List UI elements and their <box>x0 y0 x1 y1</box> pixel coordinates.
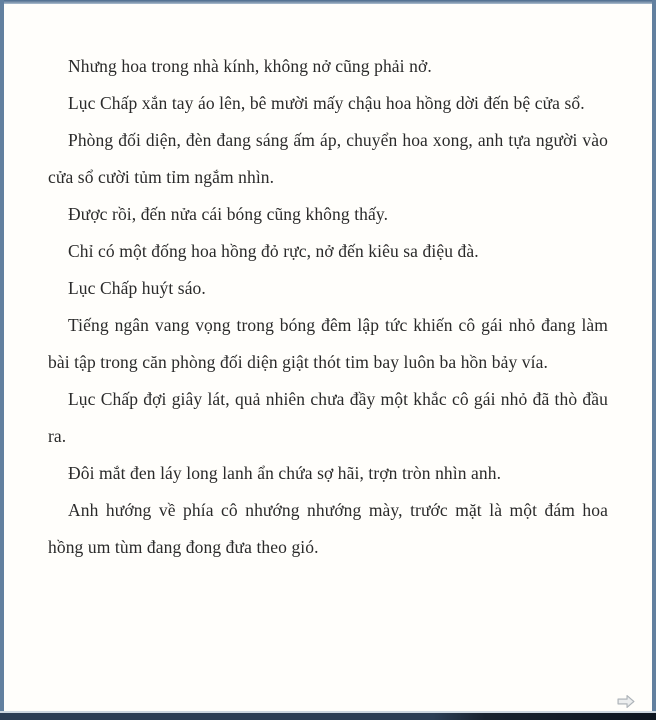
paragraph: Lục Chấp đợi giây lát, quả nhiên chưa đầy một khắc cô gái nhỏ đã thò đầu ra. <box>48 389 608 446</box>
paragraph: Lục Chấp xắn tay áo lên, bê mười mấy chậu hoa hồng dời đến bệ cửa sổ. <box>68 93 585 113</box>
window-border-right <box>652 0 656 720</box>
paragraph: Được rồi, đến nửa cái bóng cũng không thấy. <box>68 204 389 224</box>
paragraph: Chỉ có một đống hoa hồng đỏ rực, nở đến kiêu sa điệu đà. <box>68 241 479 261</box>
paragraph: Phòng đối diện, đèn đang sáng ấm áp, chuyển hoa xong, anh tựa người vào cửa sổ cười tủm tỉm ngắm nhìn. <box>48 130 608 187</box>
paragraph: Nhưng hoa trong nhà kính, không nở cũng phải nở. <box>68 56 432 76</box>
window-border-left <box>0 0 4 720</box>
next-page-arrow-icon[interactable] <box>615 692 637 710</box>
window-border-top <box>0 0 656 4</box>
paragraph: Đôi mắt đen láy long lanh ẩn chứa sợ hãi, trợn tròn nhìn anh. <box>68 463 502 483</box>
reader-page <box>4 4 652 711</box>
paragraph: Tiếng ngân vang vọng trong bóng đêm lập tức khiến cô gái nhỏ đang làm bài tập trong căn phòng đối diện giật thót tim bay luôn ba hồn bảy vía. <box>48 315 608 372</box>
paragraph: Lục Chấp huýt sáo. <box>68 278 206 298</box>
window-bottom-bar <box>0 713 656 720</box>
paragraph: Anh hướng về phía cô nhướng nhướng mày, trước mặt là một đám hoa hồng um tùm đang đong đưa theo gió. <box>48 500 608 557</box>
